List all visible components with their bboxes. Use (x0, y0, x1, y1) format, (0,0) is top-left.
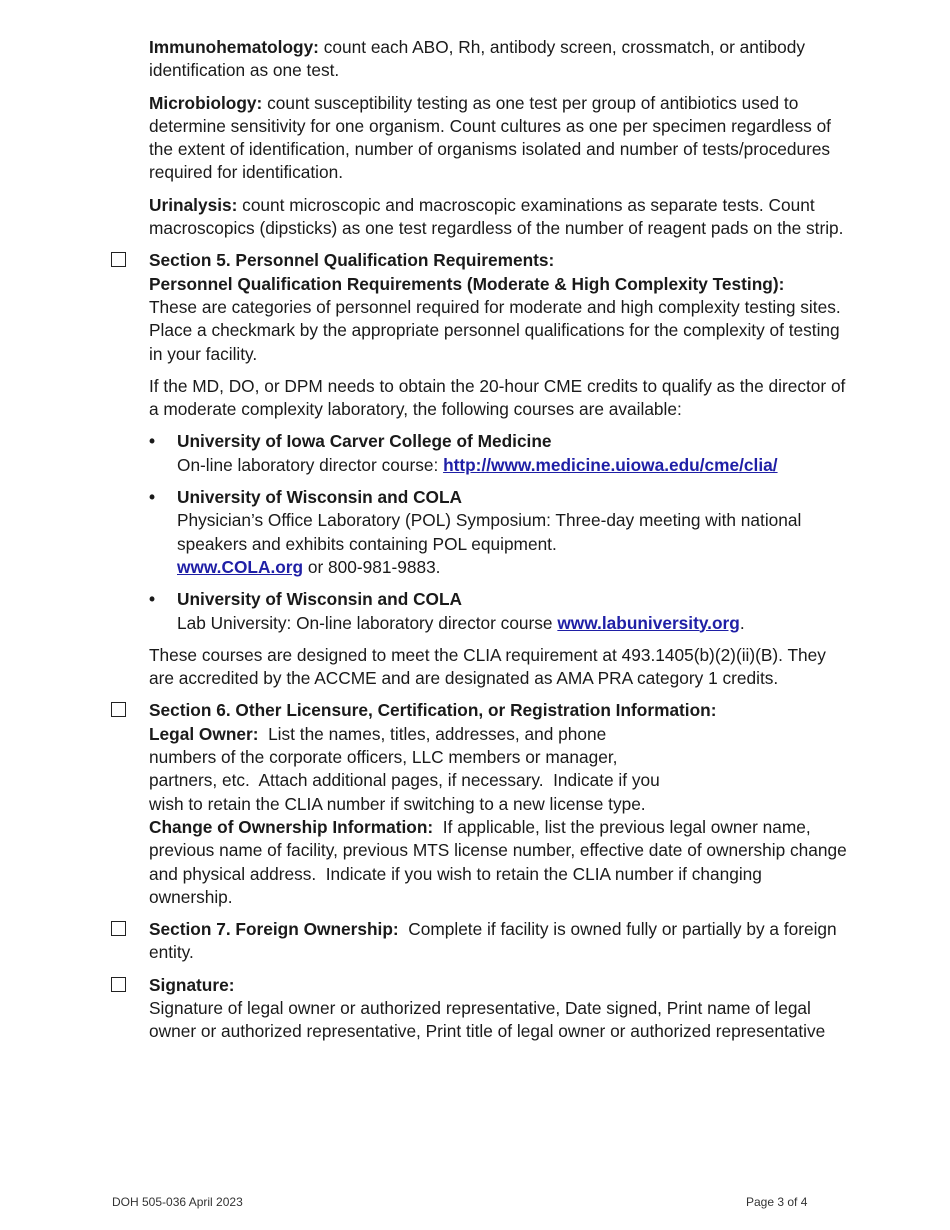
signature-text: Signature of legal owner or authorized representative, Date signed, Print name of legal owner or authorized representative, Print title of legal owner or authorized representative (149, 997, 826, 1042)
courses-closing-paragraph (149, 644, 849, 691)
course-3-period: . (739, 612, 745, 633)
legal-owner-line-2: numbers of the corporate officers, LLC members or manager, (149, 747, 618, 768)
course-3-desc: Lab University: On-line laboratory director course (177, 612, 558, 633)
course-1-name: University of Iowa Carver College of Medicine (177, 431, 552, 452)
course-1-link[interactable]: http://www.medicine.uiowa.edu/cme/clia/ (443, 454, 778, 475)
course-item-lab-university (149, 588, 849, 635)
urinalysis-heading: Urinalysis: (149, 194, 238, 215)
signature-section (149, 974, 849, 1044)
legal-owner-heading: Legal Owner: (149, 723, 259, 744)
legal-owner-line-4: wish to retain the CLIA number if switching to a new license type. (149, 793, 646, 814)
section-5-subtitle: Personnel Qualification Requirements (Moderate & High Complexity Testing): (149, 273, 785, 294)
section-7-text: Complete if facility is owned fully or partially by a foreign entity. (149, 919, 842, 963)
signature-title: Signature: (149, 974, 235, 995)
course-3-link[interactable]: www.labuniversity.org (557, 612, 740, 633)
section-6-checkbox[interactable] (111, 702, 126, 717)
footer-page-number: Page 3 of 4 (746, 1195, 808, 1209)
signature-checkbox[interactable] (111, 977, 126, 992)
bullet-icon: • (149, 589, 156, 610)
change-ownership-text: If applicable, list the previous legal owner name, previous name of facility, previous MTS license number, effective date of ownership change and physical address. Indicate if you wish to retain the CLIA number if changing ownership. (149, 816, 852, 907)
course-item-cola-symposium (149, 486, 849, 579)
section-7 (149, 918, 849, 965)
section-7-title: Section 7. Foreign Ownership: (149, 919, 399, 940)
course-list (149, 430, 849, 634)
section-5-checkbox[interactable] (111, 252, 126, 267)
bullet-icon: • (149, 487, 156, 508)
immunohematology-text: count each ABO, Rh, antibody screen, crossmatch, or antibody identification as one test. (149, 37, 805, 81)
page-content (149, 36, 852, 1053)
immunohematology-heading: Immunohematology: (149, 37, 319, 57)
courses-closing-text: These courses are designed to meet the CLIA requirement at 493.1405(b)(2)(ii)(B). They are accredited by the ACCME and are designated as AMA PRA category 1 credits. (149, 644, 826, 689)
immunohematology-paragraph (149, 36, 849, 83)
bullet-icon: • (149, 431, 156, 452)
course-2-name: University of Wisconsin and COLA (177, 487, 463, 508)
cme-intro-text: If the MD, DO, or DPM needs to obtain the 20-hour CME credits to qualify as the director of a moderate complexity laboratory, the following courses are available: (149, 375, 846, 420)
urinalysis-paragraph (149, 194, 849, 241)
section-6-title: Section 6. Other Licensure, Certification, or Registration Information: (149, 700, 717, 721)
section-7-checkbox[interactable] (111, 921, 126, 936)
section-5-title: Section 5. Personnel Qualification Requirements: (149, 250, 555, 271)
course-2-link[interactable]: www.COLA.org (177, 556, 304, 577)
cme-intro-paragraph (149, 375, 849, 422)
section-5 (149, 249, 849, 365)
course-item-iowa (149, 430, 849, 477)
legal-owner-line-3: partners, etc. Attach additional pages, if necessary. Indicate if you (149, 770, 660, 791)
course-1-desc: On-line laboratory director course: (177, 454, 444, 475)
microbiology-paragraph (149, 92, 849, 185)
footer-form-number: DOH 505-036 April 2023 (112, 1195, 243, 1209)
course-2-desc: Physician’s Office Laboratory (POL) Symposium: Three-day meeting with national speakers and exhibits containing POL equipment. (177, 510, 802, 554)
change-ownership-heading: Change of Ownership Information: (149, 816, 434, 837)
course-2-phone: or 800-981-9883. (303, 556, 441, 577)
section-5-text: These are categories of personnel required for moderate and high complexity testing sites. Place a checkmark by the appropriate personnel qualifications for the complexity of testing in your facility. (149, 296, 841, 364)
microbiology-heading: Microbiology: (149, 92, 263, 113)
microbiology-text: count susceptibility testing as one test per group of antibiotics used to determine sensitivity for one organism. Count cultures as one per specimen regardless of the extent of identification, number of organisms isolated and number of tests/procedures required for identification. (149, 92, 831, 183)
section-6 (149, 699, 852, 909)
course-3-name: University of Wisconsin and COLA (177, 589, 463, 610)
urinalysis-text: count microscopic and macroscopic examinations as separate tests. Count macroscopics (dipsticks) as one test regardless of the number of reagent pads on the strip. (149, 194, 844, 239)
legal-owner-line-1: List the names, titles, addresses, and phone (258, 723, 607, 744)
